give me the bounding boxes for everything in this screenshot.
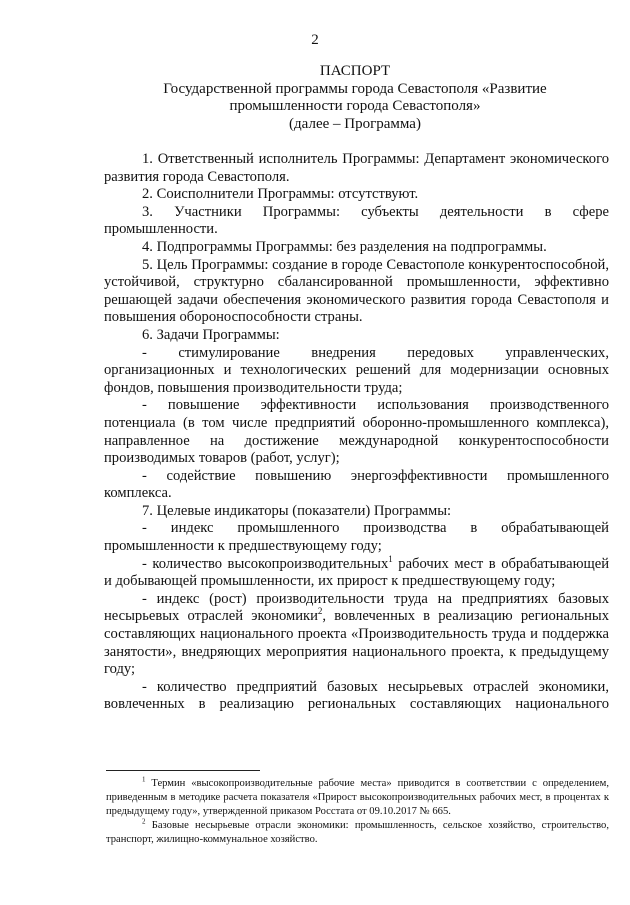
passport-title-block — [100, 63, 610, 133]
footnotes — [106, 777, 609, 847]
item-subprograms: 4. Подпрограммы Программы: без разделения на подпрограммы. — [142, 238, 547, 255]
item-co-executors: 2. Соисполнители Программы: отсутствуют. — [142, 186, 419, 203]
program-title-line-2: промышленности города Севастополя» — [229, 98, 481, 114]
footnote-marker: 1 — [142, 775, 146, 784]
program-title-line-3: (далее – Программа) — [289, 115, 421, 132]
program-title-line-1: Государственной программы города Севастополя «Развитие — [163, 80, 547, 97]
task-item: - стимулирование внедрения передовых управленческих, организационных и технологических решений для модернизации основных фондов, повышения производительности труда; — [104, 344, 609, 396]
indicator-item: - индекс промышленного производства в обрабатывающей промышленности к предшествующему году; — [104, 520, 609, 555]
indicator-item: - количество предприятий базовых несырьевых отраслей экономики, вовлеченных в реализацию региональных составляющих национального — [104, 678, 609, 713]
item-tasks-heading: 6. Задачи Программы: — [142, 326, 280, 343]
item-participants: 3. Участники Программы: субъекты деятельности в сфере промышленности. — [104, 203, 609, 238]
item-responsible-executor: 1. Ответственный исполнитель Программы: Департамент экономического развития города Севастополя. — [104, 151, 609, 185]
footnote-ref[interactable]: 1 — [388, 553, 393, 564]
footnote-marker: 2 — [142, 817, 146, 826]
indicator-item: - количество высокопроизводительных$^1$ рабочих мест в обрабатывающей и добывающей промышленности, их прирост к предшествующему году; — [104, 553, 610, 590]
indicator-item: - индекс (рост) производительности труда на предприятиях базовых несырьевых отраслей экономики$^2$, вовлеченных в реализацию региональных составляющих национального проекта «Производительность труда и поддержка занятости», внедряющих мероприятия национального проекта, к предыдущему году; — [104, 590, 610, 678]
item-indicators-heading: 7. Целевые индикаторы (показатели) Программы: — [142, 502, 452, 519]
item-goal: 5. Цель Программы: создание в городе Севастополе конкурентоспособной, устойчивой, структурно сбалансированной промышленности, эффективно решающей задачи обеспечения экономического развития города Севастополя и повышения обороноспособности страны. — [104, 256, 609, 326]
task-item: - повышение эффективности использования производственного потенциала (в том числе предприятий оборонно-промышленного комплекса), направленное на достижение международной конкурентоспособности производимых товаров (работ, услуг); — [104, 397, 609, 467]
footnote: $^1$ Термин «высокопроизводительные рабочие места» приводится в соответствии с определением, приведенным в методике расчета показателя «Прирост высокопроизводительных рабочих мест, в процентах к предыдущему году», утвержденной приказом Росстата от 09.10.2017 № 665. — [106, 775, 609, 817]
footnote-ref[interactable]: 2 — [317, 606, 323, 617]
page-number: 2 — [311, 32, 319, 48]
document-heading: ПАСПОРТ — [319, 63, 391, 79]
footnote: $^2$ Базовые несырьевые отрасли экономики: промышленность, сельское хозяйство, строительство, транспорт, жилищно-коммунальное хозяйство. — [106, 817, 609, 845]
footnote-divider — [106, 770, 260, 771]
passport-body — [104, 151, 609, 714]
task-item: - содействие повышению энергоэффективности промышленного комплекса. — [104, 467, 609, 502]
